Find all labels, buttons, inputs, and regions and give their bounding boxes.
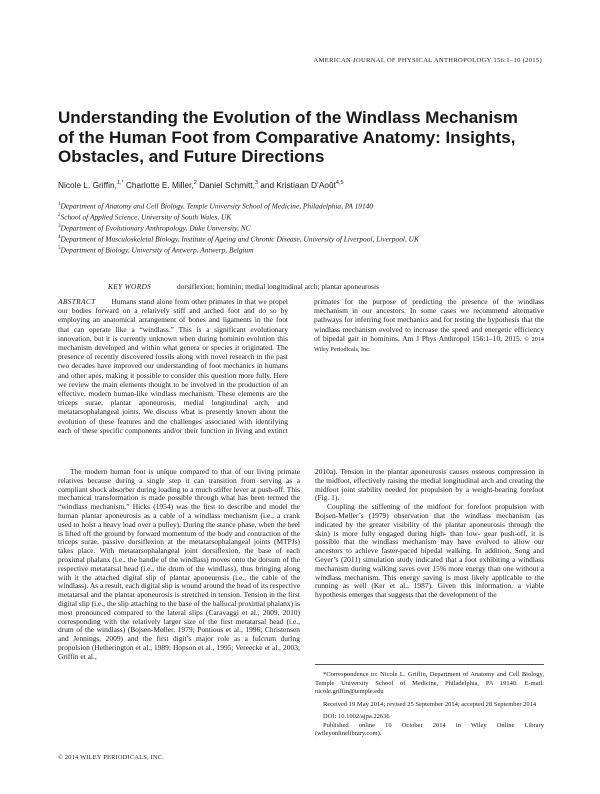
keywords-label: KEY WORDS [108,282,152,291]
body-paragraph: The modern human foot is unique compared to that of our living primate relatives because during a single step it can transition from serving as a compliant shock absorber during loading to a much stiffer lever at push-off. This mechanical transformation is made possible through what has been termed the “windlass mechanism.” Hicks (1954) was the first to describe and model the human plantar aponeurosis as a cable of a windlass mechanism (i.e., a crank used to hoist a heavy load over a pulley). During the stance phase, when the heel is lifted off the ground by forward momentum of the body and contraction of the triceps surae, passive dorsiflexion at the metatarsophalangeal joints (MTPJs) takes place. With metatarsophalangeal joint dorsiflexion, the base of each proximal phalanx (i.e., the handle of the windlass) moves onto the dorsum of the respective metatarsal head (i.e., the drum of the windlass), thus bringing along with it the attached digital slip of plantar aponeurosis (i.e., the cable of the windlass). As a result, each digital slip is wound around the head of its respective metatarsal and the plantar aponeurosis is stretched in tension. Tension in the first digital slip (i.e., the slip attaching to the base of the hallucal proximal phalanx) is most pronounced compared to the lateral slips (Caravaggi et al., 2009, 2010) corresponding with the relatively larger size of the first metatarsal head (i.e., drum of the windlass) (Bojsen-Møller, 1979; Pontious et al., 1996; Christensen and Jennings, 2009) and the first digit’s major role as a fulcrum during propulsion (Hetherington et al., 1989; Hopson et al., 1995; Vereecke et al., 2003; Griffin et al., [58,467,300,661]
body-column-right [315,468,544,600]
keywords-text: dorsiflexion; hominin; medial longitudinal arch; plantar aponeurosis [177,282,379,291]
affiliation-text: Department of Anatomy and Cell Biology, Temple University School of Medicine, Philadelphia, PA 19140 [60,201,374,211]
abstract-text: Humans stand alone from other primates in that we propel our bodies forward on a relatively stiff and arched foot and do so by employing an anatomical arrangement of bones and ligaments in the foot that can operate like a “windlass.” This is a significant evolutionary innovation, but it is currently unknown when during hominin evolution this mechanism developed and within what genera or species it originated. The presence of recently discovered fossils along with novel research in the past two decades have improved our understanding of foot mechanics in humans and other apes, making it possible to consider this question more fully. Here we review the main elements thought to be involved in the production of an effective, modern human-like windlass mechanism. These elements are the triceps surae, plantar aponeurosis, medial longitudinal arch, and metatarsophalangeal joints. We discuss what is presently known about the evolution of these features and the challenges associated with identifying each of these specific components and/or their function in living and extinct primates for the purpose of predicting the presence of the windlass mechanism in our ancestors. In some cases we recommend alternative pathways for inferring foot mechanics and for testing the hypothesis that the windlass mechanism evolved to increase the speed and energetic efficiency of bipedal gait in hominins. Am J Phys Anthropol 156:1–10, 2015. [58,297,544,435]
abstract [58,297,544,439]
body-column-left [58,468,300,662]
affiliation [58,211,538,222]
affiliation-text: Department of Evolutionary Anthropology, Duke University, NC [60,223,251,233]
abstract-label: ABSTRACT [58,297,96,306]
published-online: Published online 10 October 2014 in Wiley Online Library (wileyonlinelibrary.com). [315,721,544,737]
doi: DOI: 10.1002/ajpa.22636 [323,713,390,720]
article-title: Understanding the Evolution of the Windlass Mechanism of the Human Foot from Comparative Anatomy: Insights, Obstacles, and Future Directions [58,108,518,166]
affiliation-number: 1 [58,202,61,207]
received-dates: Received 19 May 2014; revised 25 September 2014; accepted 28 September 2014 [323,700,537,708]
author-affiliation-mark: 2 [193,180,197,187]
author-name: Nicole L. Griffin, [58,180,117,190]
footnote-divider [315,664,544,665]
author-name: Daniel Schmitt, [199,180,255,190]
affiliation-text: School of Applied Science, University of South Wales, UK [60,212,232,222]
affiliation-text: Department of Musculoskeletal Biology, Institute of Ageing and Chronic Disease, University of Liverpool, Liverpool, UK [60,234,419,244]
correspondence-note: *Correspondence to: Nicole L. Griffin, Department of Anatomy and Cell Biology, Temple University School of Medicine, Philadelphia, PA 19140. E-mail: nicole.griffin@temple.edu [315,671,544,695]
body-paragraph: Coupling the stiffening of the midfoot for forefoot propulsion with Bojsen-Møller’s (1979) observation that the windlass mechanism (as indicated by the greater visibility of the plantar aponeurosis through the skin) is more fully engaged during high- than low- gear push-off, it is possible that the windlass mechanism may have evolved to allow our ancestors to achieve faster-paced bipedal walking. In addition, Song and Geyer’s (2011) simulation study indicated that a foot exhibiting a windlass mechanism during walking saves over 15% more energy than one without a windlass mechanism. This energy saving is most likely applicable to the running as well (Ker et al., 1987). Given this information, a viable hypothesis emerges that suggests that the development of the [315,502,544,600]
author-list [58,180,548,190]
affiliation-number: 2 [58,212,61,218]
author-name: and Kristiaan D’Août [260,180,336,190]
affiliation-number: 5 [58,245,61,251]
body-paragraph: 2010a). Tension in the plantar aponeurosis causes osseous compression in the midfoot, effectively raising the medial longitudinal arch and creating the midfoot joint stability needed for propulsion by a weight-bearing forefoot (Fig. 1). [315,467,544,503]
footnotes [315,664,544,743]
affiliation-list [58,200,538,255]
affiliation-text: Department of Biology, University of Antwerp, Antwerp, Belgium [60,245,254,255]
journal-header: AMERICAN JOURNAL OF PHYSICAL ANTHROPOLOGY 156:1–10 (2015) [313,57,542,64]
footer-copyright: © 2014 WILEY PERIODICALS, INC. [58,754,164,761]
author-name: Charlotte E. Miller, [125,180,194,190]
affiliation [58,233,538,244]
affiliation [58,244,538,255]
affiliation-number: 4 [58,234,61,240]
abstract-copyright: © 2014 Wiley Periodicals, Inc. [314,335,544,354]
author-affiliation-mark: 1,* [116,180,124,187]
affiliation-number: 3 [58,223,61,229]
affiliation [58,200,538,211]
keywords [108,282,548,291]
author-affiliation-mark: 3 [254,180,258,187]
affiliation [58,222,538,233]
author-affiliation-mark: 4,5 [335,180,344,187]
